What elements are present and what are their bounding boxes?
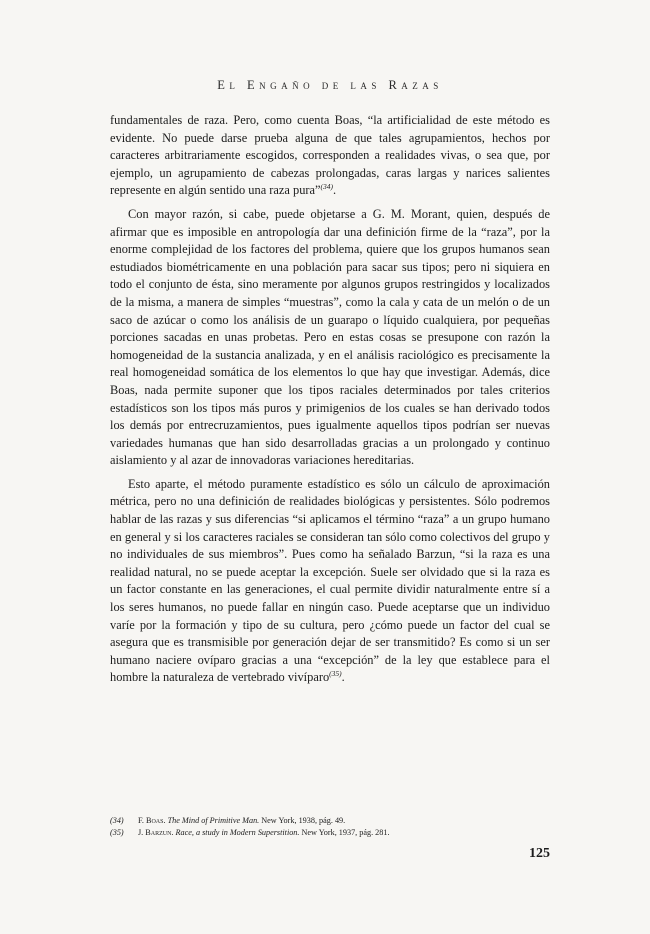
paragraph-3: Esto aparte, el método puramente estadístico es sólo un cálculo de aproximación métrica, pero no una definición de realidades biológicas y persistentes. Sólo podremos hablar de las razas y sus diferencias “si aplicamos el término “raza” a un grupo humano en general y si los caracteres raciales se consideran tan sólo como colectivos del grupo y no individuales de sus miembros”. Pues como ha señalado Barzun, “si la raza es una realidad natural, no se puede aceptar la excepción. Suele ser olvidado que si la raza es un factor constante en las generaciones, el cual permite dividir naturalmente entre sí a los seres humanos, no puede fallar en ningún caso. Puede aceptarse que un individuo varíe por la formación y tipo de su cultura, pero ¿cómo puede un factor del cual se asegura que es transmisible por generación dejar de ser transmitido? Es como si un ser humano naciere ovíparo gracias a una “excepción” de la ley que establece para el hombre la naturaleza de vertebrado vivíparo$^{(35)}$. [110,476,550,685]
body-text [110,112,550,693]
running-head: El Engaño de las Razas [217,78,443,92]
footnote-35 [110,827,550,839]
footnotes [110,815,550,838]
footnote-number: (34) [110,816,124,825]
paragraph-2: Con mayor razón, si cabe, puede objetarse a G. M. Morant, quien, después de afirmar que es imposible en antropología dar una definición firme de la “raza”, por la enorme complejidad de los factores del problema, quiere que los grupos humanos sean estudiados biométricamente en una población para sacar sus tipos; pero ni siquiera en todo el conjunto de ésta, sino meramente por algunos grupos restringidos y localizados de la misma, a manera de simples “muestras”, como la cala y cata de un melón o de un saco de azúcar o como los análisis de un guarapo o líquido cualquiera, por pequeñas porciones sacadas en unas probetas. Pero en estas cosas se presupone con razón la homogeneidad de la sustancia analizada, y en el análisis raciológico es precisamente la real homogeneidad somática de los elementos lo que hay que investigar. Además, dice Boas, nada permite suponer que los tipos raciales determinados por tales criterios estadísticos son los tipos más puros y primigenios de los cuales se han derivado todos los demás por entrecruzamientos, pues igualmente aquellos tipos podrían ser nuevas variedades humanas que han sido desarrolladas gracias a un prolongado y continuo aislamiento y al azar de innovadoras variaciones hereditarias. [110,206,550,468]
footnote-34 [110,815,550,827]
footnote-author: F. Boas. [138,816,166,825]
footnote-author: J. Barzun. [138,827,174,837]
footnote-title: The Mind of Primitive Man. [167,816,260,825]
footnote-ref-35[interactable]: (35) [329,669,342,679]
footnote-number: (35) [110,827,124,837]
page-number: 125 [529,846,550,861]
footnote-title: Race, a study in Modern Superstition. [175,827,300,837]
footnote-details: New York, 1937, pág. 281. [301,827,390,837]
footnote-details: New York, 1938, pág. 49. [261,816,346,825]
paragraph-1: fundamentales de raza. Pero, como cuenta Boas, “la artificialidad de este método es evidente. No puede darse prueba alguna de que tales agrupamientos, hechos por caracteres arbitrariamente escogidos, corresponden a realidades vivas, o sea que, por ejemplo, un agrupamiento de cabezas prolongadas, caras largas y narices salientes represente en algún sentido una raza pura”$^{(34)}$. [110,113,550,198]
footnote-ref-34[interactable]: (34) [320,182,334,192]
